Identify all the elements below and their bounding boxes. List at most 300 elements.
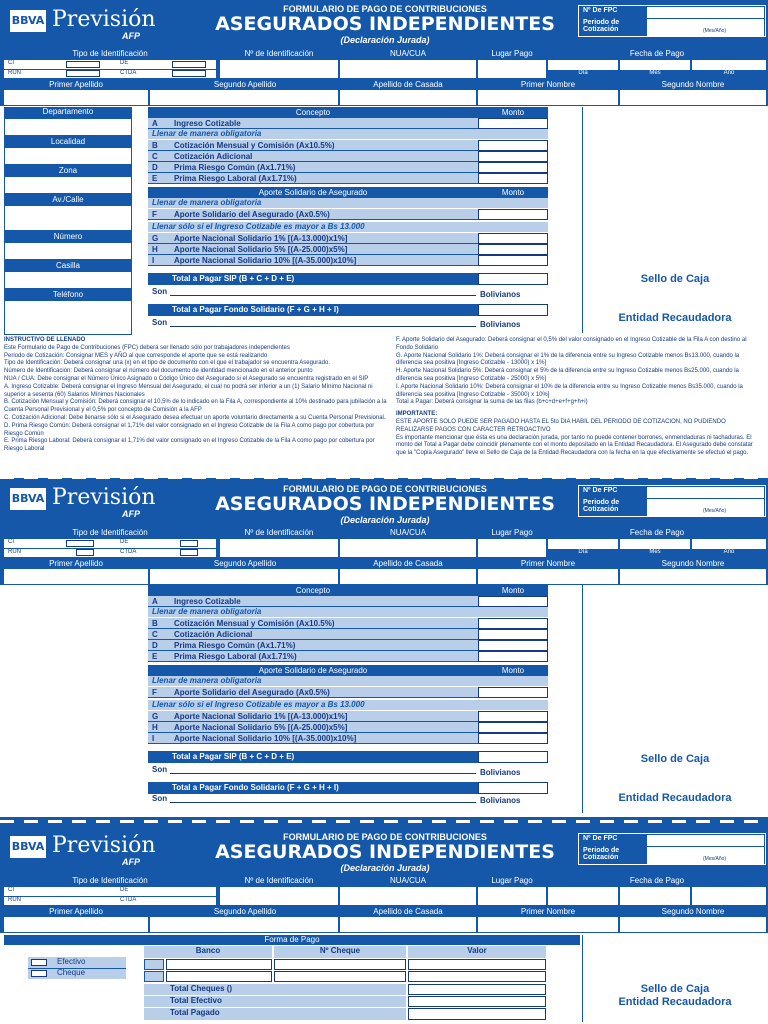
header-3 [0,828,768,876]
mes-input[interactable] [620,539,690,549]
zona-input[interactable] [4,176,132,194]
numero-label: Número [4,231,132,242]
mes-anio-label: (Mes/Año) [703,28,727,34]
row-e [148,651,478,662]
ctda-label: CTDA [120,549,137,555]
apellido-casada-label: Apellido de Casada [373,907,443,916]
nua-input[interactable] [340,887,476,905]
fpc-label: Nº De FPC [583,487,618,494]
lugar-input[interactable] [478,60,546,78]
concepto-header: Concepto [148,107,478,118]
oblig-note-2: Llenar de manera obligatoria [148,676,548,686]
valor-input-2[interactable] [408,971,546,982]
row-g-input[interactable] [478,233,548,244]
row-h [148,244,478,255]
instructions-right [396,337,764,467]
son-label-2: Son [152,794,168,803]
instruction-line: H. Aporte Nacional Solidario 5%: Deberá consignar el 5% de la diferencia entre su Ingreso Cotizable menos Bs25.000, cuando la diferencia sea positiva [Ingreso Cotizable - 25000) x 5%] [396,368,739,382]
row-i-input[interactable] [478,255,548,266]
important-line: Es importante mencionar que ésta es una declaración jurada, por tanto no puede contener borrones, enmendaduras ni tachaduras. El monto del Total a Pagar debe coincidir plenamente con el monto depositado en la Entidad Recaudadora. El Asegurado debe constatar que la "Copia Asegurado" lleve el Sello de Caja de la Entidad Recaudadora con la fecha en la que efectivamente se efectuó el pago. [396,434,753,457]
row-i [148,733,478,744]
total-fondo-label: Total a Pagar Fondo Solidario (F + G + H + I) [148,304,478,316]
de-checkbox[interactable] [180,540,198,547]
sello-area-2 [582,585,766,813]
tipo-id-box [4,887,216,905]
lugar-input[interactable] [478,887,546,905]
concept-table-2 [148,585,548,810]
row-g [148,233,478,244]
row-c-label: Cotización Adicional [174,630,253,639]
row-f-label: Aporte Solidario del Asegurado (Ax0.5%) [174,210,330,219]
concept-table-1 [148,107,548,332]
de-label: DE [120,539,129,545]
segundo-apellido-input[interactable] [150,917,338,932]
num-id-label: Nº de Identificación [244,528,314,537]
lugar-label: Lugar Pago [491,528,533,537]
row-b-code: B [152,141,158,150]
row-i-label: Aporte Nacional Solidario 10% [(A-35.000)x10%] [174,734,357,743]
header-1 [0,0,768,48]
dia-input[interactable] [548,539,618,549]
telefono-input[interactable] [4,300,132,335]
row-a-input[interactable] [478,118,548,129]
nua-input[interactable] [340,539,476,557]
instruction-line: Total a Pagar: Deberá consignar la suma de las filas (b+c+d+e+f+g+h+i) [396,399,588,406]
row-c [148,629,478,640]
prevision-logo: Previsión [52,485,156,510]
row-a-label: Ingreso Cotizable [174,597,241,606]
nua-label: NUA/CUA [389,49,426,58]
efectivo-checkbox[interactable] [31,959,47,966]
total-pagado-label: Total Pagado [144,1008,406,1020]
entidad-label: Entidad Recaudadora [618,996,732,1008]
zona-label: Zona [4,165,132,176]
monto-header: Monto [478,585,548,596]
apellido-casada-input[interactable] [340,569,476,584]
total-fondo-input[interactable] [478,304,548,316]
row-c-input[interactable] [478,629,548,640]
dia-input[interactable] [548,60,618,70]
row-b-label: Cotización Mensual y Comisión (Ax10.5%) [174,141,335,150]
row-g-label: Aporte Nacional Solidario 1% [(A-13.000)x1%] [174,712,348,721]
sello-area-3 [582,935,766,1022]
sello-area-1 [582,107,766,333]
total-cheques-label: Total Cheques () [144,984,406,995]
run-label: RUN [8,549,21,555]
son-line-2[interactable] [170,326,476,327]
anio-input[interactable] [692,60,766,70]
bolivianos-label-2: Bolivianos [480,796,521,805]
telefono-label: Teléfono [4,289,132,300]
row-c-code: C [152,630,158,639]
total-sip-label: Total a Pagar SIP (B + C + D + E) [148,273,478,285]
avcalle-label: Av./Calle [4,194,132,205]
periodo-label: Periodo de Cotización [583,847,620,861]
dia-label: Día [578,70,588,76]
mes-anio-label: (Mes/Año) [703,856,727,862]
forma-pago-label: Forma de Pago [4,935,580,945]
instruction-line: Periodo de Cotización: Consignar MES y AÑO al que corresponde el aporte que se está realizando [4,352,268,359]
banco-input-2[interactable] [166,971,272,982]
instruction-line: F. Aporte Solidario del Asegurado: Deberá consignar el 0,5% del valor consignado en el Ingreso Cotizable de la Fila A con destino al Fondo Solidario [396,337,747,351]
instruction-line: Este Formulario de Pago de Contribuciones (FPC) deberá ser llenado sólo por trabajadores independientes [4,344,290,351]
sello-label: Sello de Caja [640,983,710,995]
oblig-note-2: Llenar de manera obligatoria [148,198,548,208]
ctda-label: CTDA [120,897,137,903]
periodo-label: Periodo de Cotización [583,499,620,513]
run-label: RUN [8,897,21,903]
sello-label: Sello de Caja [640,273,710,285]
run-checkbox[interactable] [76,549,94,556]
num-id-label: Nº de Identificación [244,876,314,885]
primer-nombre-label: Primer Nombre [520,559,576,568]
ci-label: CI [8,60,14,66]
row-b [148,140,478,151]
num-id-label: Nº de Identificación [244,49,314,58]
row-g-code: G [152,234,159,243]
banco-header: Banco [144,946,272,958]
monto-header: Monto [478,107,548,118]
run-label: RUN [8,70,21,76]
concepto-header: Concepto [148,585,478,596]
row-b-input[interactable] [478,140,548,151]
entidad-label: Entidad Recaudadora [618,792,732,804]
tipo-id-box [4,60,216,78]
cut-line [0,476,768,479]
forma-options [28,957,126,979]
row-g-code: G [152,712,159,721]
row-i [148,255,478,266]
son-label-2: Son [152,318,168,327]
total-fondo-input[interactable] [478,782,548,794]
ci-checkbox[interactable] [66,540,94,547]
segundo-apellido-label: Segundo Apellido [213,559,277,568]
cheque-checkbox[interactable] [31,970,47,977]
ci-checkbox[interactable] [66,61,100,68]
row-f-label: Aporte Solidario del Asegurado (Ax0.5%) [174,688,330,697]
afp-logo: AFP [122,31,140,41]
anio-label: Año [723,70,735,76]
cheque-input-2[interactable] [274,971,406,982]
fpc-input[interactable] [647,487,764,498]
important-line: ESTE APORTE SOLO PUEDE SER PAGADO HASTA EL 5to DIA HABIL DEL PERIODO DE COTIZACION, NO PUDIENDO REALIZARSE PAGOS CON CARACTER RETROACTIVO [396,418,726,433]
cheque-input-1[interactable] [274,959,406,970]
run-checkbox[interactable] [66,70,100,77]
fpc-label: Nº De FPC [583,7,618,14]
aporte-header: Aporte Solidario de Asegurado [148,665,478,676]
row-b-code: B [152,619,158,628]
num-id-input[interactable] [220,887,338,905]
instruction-line: NUA / CUA: Debe consignar el Número Único Asignado o Código Único del Asegurado si el Asegurado se encuentra registrado en el SIP [4,375,369,382]
anio-input[interactable] [692,887,766,905]
segundo-apellido-input[interactable] [150,569,338,584]
efectivo-label: Efectivo [57,957,86,966]
instruction-line: E. Prima Riesgo Laboral: Deberá consignar el 1,71% del valor consignado en el Ingreso Cotizable de la Fila A como pago por cobertura por Riesgo Laboral [4,438,375,453]
instruction-line: B. Cotización Mensual y Comisión: Deberá consignar el 10,5% de lo indicado en la Fila A, correspondiente al 10% destinado para jubilación a la Cuenta Personal Previsional y el 0,5% por concepto de Comisión a la AFP [4,399,387,414]
row-a-input[interactable] [478,596,548,607]
row-d-code: D [152,641,158,650]
apellido-casada-input[interactable] [340,90,476,105]
de-label: DE [120,60,129,66]
row-a-code: A [152,119,158,128]
primer-nombre-input[interactable] [478,917,618,932]
row-f-code: F [152,688,157,697]
row-d [148,640,478,651]
fecha-label: Fecha de Pago [629,528,685,537]
segundo-nombre-input[interactable] [620,917,766,932]
id-section-2 [0,527,768,585]
row-c-code: C [152,152,158,161]
row-e [148,173,478,184]
aporte-header: Aporte Solidario de Asegurado [148,187,478,198]
prevision-logo: Previsión [52,7,156,32]
primer-nombre-label: Primer Nombre [520,907,576,916]
form-title: FORMULARIO DE PAGO DE CONTRIBUCIONES [283,832,487,842]
row-a-label: Ingreso Cotizable [174,119,241,128]
bolivianos-label-2: Bolivianos [480,320,521,329]
primer-apellido-label: Primer Apellido [49,559,103,568]
row-f-input[interactable] [478,687,548,698]
row-d-input[interactable] [478,162,548,173]
departamento-input[interactable] [4,118,132,136]
instruction-line: D. Prima Riesgo Común: Deberá consignar el 1,71% del valor consignado en el Ingreso Cotizable de la Fila A como pago por cobertura por Riesgo Común [4,422,375,437]
important-title: IMPORTANTE: [396,411,438,418]
row-g-input[interactable] [478,711,548,722]
row-d-input[interactable] [478,640,548,651]
row-d [148,162,478,173]
oblig-note: Llenar de manera obligatoria [148,607,548,617]
fpc-box [578,833,766,865]
row-d-label: Prima Riesgo Común (Ax1.71%) [174,641,296,650]
son-label: Son [152,765,168,774]
num-id-input[interactable] [220,60,338,78]
casilla-label: Casilla [4,260,132,271]
solo-si-note: Llenar sólo si el Ingreso Cotizable es mayor a Bs 13.000 [148,222,548,232]
segundo-apellido-label: Segundo Apellido [213,907,277,916]
row-i-code: I [152,734,155,743]
declaration-label: (Declaración Jurada) [340,863,430,873]
fpc-input[interactable] [647,835,764,846]
son-line[interactable] [170,295,476,296]
row-f [148,687,478,698]
row-h-label: Aporte Nacional Solidario 5% [(A-25.000)x5%] [174,723,348,732]
cheque-label: Cheque [57,968,86,977]
primer-apellido-label: Primer Apellido [49,907,103,916]
row-d-code: D [152,163,158,172]
row-e-label: Prima Riesgo Laboral (Ax1.71%) [174,174,297,183]
dia-label: Día [578,549,588,555]
lugar-label: Lugar Pago [491,49,533,58]
localidad-input[interactable] [4,147,132,165]
solo-si-note: Llenar sólo si el Ingreso Cotizable es mayor a Bs 13.000 [148,700,548,710]
instructions-title: INSTRUCTIVO DE LLENADO [4,337,86,343]
valor-header: Valor [408,946,546,958]
id-section-3 [0,875,768,933]
row-h-code: H [152,723,158,732]
row-i-code: I [152,256,155,265]
row-f-input[interactable] [478,209,548,220]
fpc-input[interactable] [647,7,764,18]
fecha-label: Fecha de Pago [629,49,685,58]
segundo-nombre-label: Segundo Nombre [661,907,725,916]
row-e-code: E [152,652,158,661]
fpc-box [578,5,766,37]
bbva-logo: BBVA [10,10,46,32]
total-sip-input[interactable] [478,273,548,285]
row-f [148,209,478,220]
instruction-line: I. Aporte Nacional Solidario 10%: Deberá consignar el 10% de la diferencia entre su Ingreso Cotizable menos Bs35.000, cuando la diferencia sea positiva [Ingreso Cotizable - 35000) x 10%] [396,383,743,398]
instruction-line: Número de Identificación: Deberá consignar el número del documento de identidad mencionado en el anterior punto [4,368,313,375]
aporte-monto-header: Monto [478,187,548,198]
total-sip-input[interactable] [478,751,548,763]
row-c [148,151,478,162]
departamento-label: Departamento [4,107,132,118]
row-e-input[interactable] [478,651,548,662]
form-subtitle: ASEGURADOS INDEPENDIENTES [215,841,555,863]
address-column [4,107,132,335]
primer-apellido-input[interactable] [4,90,148,105]
row-h-label: Aporte Nacional Solidario 5% [(A-25.000)x5%] [174,245,348,254]
row-a [148,596,478,607]
header-2 [0,480,768,528]
lugar-label: Lugar Pago [491,876,533,885]
row-h-input[interactable] [478,244,548,255]
form-title: FORMULARIO DE PAGO DE CONTRIBUCIONES [283,484,487,494]
segundo-nombre-label: Segundo Nombre [661,559,725,568]
fecha-label: Fecha de Pago [629,876,685,885]
nua-label: NUA/CUA [389,876,426,885]
apellido-casada-label: Apellido de Casada [373,559,443,568]
fpc-box [578,485,766,517]
mes-label: Mes [649,549,661,555]
payment-table [144,946,546,1022]
de-checkbox[interactable] [172,61,206,68]
row-e-code: E [152,174,158,183]
form-subtitle: ASEGURADOS INDEPENDIENTES [215,493,555,515]
mes-anio-label: (Mes/Año) [703,508,727,514]
row-b-label: Cotización Mensual y Comisión (Ax10.5%) [174,619,335,628]
declaration-label: (Declaración Jurada) [340,515,430,525]
row-h-input[interactable] [478,722,548,733]
id-section-1 [0,48,768,106]
tipo-id-label: Tipo de Identificación [72,49,148,58]
afp-logo: AFP [122,857,140,867]
localidad-label: Localidad [4,136,132,147]
total-efectivo-label: Total Efectivo [144,996,406,1007]
ci-label: CI [8,539,14,545]
nua-label: NUA/CUA [389,528,426,537]
total-pagado-input[interactable] [408,1008,546,1020]
primer-nombre-label: Primer Nombre [520,80,576,89]
entidad-label: Entidad Recaudadora [618,312,732,324]
tipo-id-box [4,539,216,557]
mes-input[interactable] [620,887,690,905]
prevision-logo: Previsión [52,833,156,858]
valor-input-1[interactable] [408,959,546,970]
bbva-logo: BBVA [10,488,46,510]
declaration-label: (Declaración Jurada) [340,35,430,45]
row-b-input[interactable] [478,618,548,629]
anio-label: Año [723,549,735,555]
sello-label: Sello de Caja [640,753,710,765]
row-e-input[interactable] [478,173,548,184]
tipo-id-label: Tipo de Identificación [72,528,148,537]
bolivianos-label: Bolivianos [480,768,521,777]
aporte-monto-header: Monto [478,665,548,676]
instruction-line: Tipo de Identificación: Deberá consignar una (x) en el tipo de documento con el que el trabajador se encuentra Asegurado. [4,360,330,367]
ctda-checkbox[interactable] [180,549,198,556]
instructions-left [4,337,390,467]
dia-input[interactable] [548,887,618,905]
segundo-apellido-input[interactable] [150,90,338,105]
oblig-note: Llenar de manera obligatoria [148,129,548,139]
row-i-input[interactable] [478,733,548,744]
avcalle-input[interactable] [4,205,132,231]
apellido-casada-input[interactable] [340,917,476,932]
primer-apellido-label: Primer Apellido [49,80,103,89]
tipo-id-label: Tipo de Identificación [72,876,148,885]
primer-apellido-input[interactable] [4,569,148,584]
row-g-label: Aporte Nacional Solidario 1% [(A-13.000)x1%] [174,234,348,243]
primer-nombre-input[interactable] [478,569,618,584]
son-line[interactable] [170,773,476,774]
instruction-line: G. Aporte Nacional Solidario 1%: Deberá consignar el 1% de la diferencia entre su Ingreso Cotizable menos Bs13.000, cuando la diferencia sea positiva [Ingreso Cotizable - 13000) x 1%] [396,352,740,367]
total-fondo-label: Total a Pagar Fondo Solidario (F + G + H + I) [148,782,478,794]
son-line-2[interactable] [170,802,476,803]
de-label: DE [120,887,129,893]
segundo-nombre-label: Segundo Nombre [661,80,725,89]
row-h [148,722,478,733]
row-c-label: Cotización Adicional [174,152,253,161]
bbva-logo: BBVA [10,836,46,858]
cut-line [0,820,768,823]
numero-input[interactable] [4,242,132,260]
row-h-code: H [152,245,158,254]
primer-apellido-input[interactable] [4,917,148,932]
num-cheque-header: Nº Cheque [274,946,406,958]
nua-input[interactable] [340,60,476,78]
segundo-nombre-input[interactable] [620,569,766,584]
total-sip-label: Total a Pagar SIP (B + C + D + E) [148,751,478,763]
row-d-label: Prima Riesgo Común (Ax1.71%) [174,163,296,172]
primer-nombre-input[interactable] [478,90,618,105]
afp-logo: AFP [122,509,140,519]
num-id-input[interactable] [220,539,338,557]
row-f-code: F [152,210,157,219]
ci-label: CI [8,887,14,893]
ctda-checkbox[interactable] [172,70,206,77]
mes-input[interactable] [620,60,690,70]
row-b [148,618,478,629]
banco-input-1[interactable] [166,959,272,970]
row-c-input[interactable] [478,151,548,162]
periodo-label: Periodo de Cotización [583,19,620,33]
row-e-label: Prima Riesgo Laboral (Ax1.71%) [174,652,297,661]
casilla-input[interactable] [4,271,132,289]
instruction-line: C. Cotización Adicional: Debe llenarse sólo si el Asegurado desea efectuar un aporte voluntario directamente a su Cuenta Personal Previsional. [4,414,386,421]
segundo-nombre-input[interactable] [620,90,766,105]
mes-label: Mes [649,70,661,76]
apellido-casada-label: Apellido de Casada [373,80,443,89]
form-subtitle: ASEGURADOS INDEPENDIENTES [215,13,555,35]
anio-input[interactable] [692,539,766,549]
total-cheques-input[interactable] [408,984,546,995]
lugar-input[interactable] [478,539,546,557]
row-a-code: A [152,597,158,606]
row-g [148,711,478,722]
bolivianos-label: Bolivianos [480,290,521,299]
total-efectivo-input[interactable] [408,996,546,1007]
